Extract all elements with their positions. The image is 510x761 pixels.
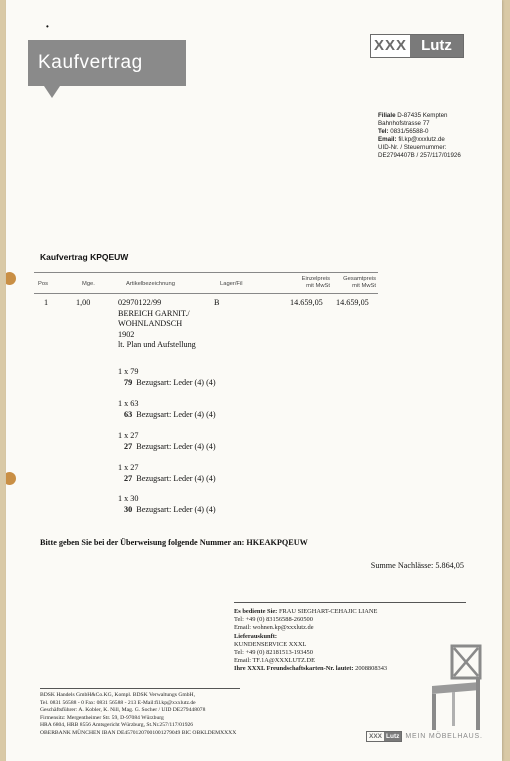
top-mark: •	[46, 22, 49, 31]
branch-tel-label: Tel:	[378, 128, 389, 135]
contact-tel: Tel: +49 (0) 83156588-260500	[234, 616, 313, 624]
document-title: Kaufvertrag KPQEUW	[40, 252, 129, 262]
sub-item-dim: 1 x 79	[118, 367, 139, 376]
service-tel: Tel: +49 (0) 82181513-193450	[234, 649, 313, 657]
header-total-price-1: Gesamtpreis	[343, 276, 376, 282]
item-desc-1: BEREICH GARNIT./	[118, 308, 190, 318]
sub-item-text: Bezugsart: Leder (4) (4)	[136, 377, 216, 387]
footer-tagline: MEIN MÖBELHAUS.	[405, 733, 483, 740]
service-name: KUNDENSERVICE XXXL	[234, 640, 307, 648]
footer-logo-box	[366, 731, 402, 742]
item-article-no: 02970122/99	[118, 298, 162, 307]
logo-left: XXX	[371, 35, 410, 57]
header-unit-price	[302, 276, 330, 289]
sub-item	[118, 494, 216, 515]
header-pos: Pos	[38, 281, 48, 287]
item-desc-3: 1902	[118, 329, 135, 339]
sub-item-text: Bezugsart: Leder (4) (4)	[136, 409, 216, 419]
sub-item	[118, 431, 216, 452]
sub-item-code: 27	[124, 441, 133, 451]
punch-hole-bottom	[6, 472, 16, 485]
sub-item	[118, 367, 216, 388]
branch-zip: D-87435 Kempten	[397, 112, 448, 119]
banner-pointer	[44, 86, 60, 98]
item-stock: B	[214, 298, 220, 307]
branch-email: fil.kp@xxxlutz.de	[398, 136, 445, 143]
header-qty: Mge.	[82, 281, 95, 287]
company-line-6: OBERBANK MÜNCHEN IBAN DE45701207001001279049 BIC OBKLDEMXXXX	[40, 729, 237, 736]
header-stock: Lager/Fil	[220, 281, 243, 287]
table-header	[34, 272, 378, 294]
sub-item-text: Bezugsart: Leder (4) (4)	[136, 473, 216, 483]
branch-tel: 0831/56588-0	[390, 128, 429, 135]
kaufvertrag-banner: Kaufvertrag	[28, 40, 186, 86]
sub-item	[118, 399, 216, 420]
branch-uid: DE2794407B / 257/117/01926	[378, 152, 461, 159]
footer-logo-right: Lutz	[386, 733, 400, 740]
company-footer	[40, 688, 240, 738]
header-total-price	[343, 276, 376, 289]
branch-street: Bahnhofstrasse 77	[378, 120, 430, 127]
item-pos: 1	[44, 298, 49, 307]
item-desc-2: WOHNLANDSCH	[118, 319, 183, 328]
branch-label: Filiale	[378, 112, 396, 119]
item-desc-4: lt. Plan und Aufstellung	[118, 340, 196, 349]
sub-item	[118, 463, 216, 484]
served-name: FRAU SIEGHART-CEHAJIC LIANE	[278, 608, 378, 615]
punch-hole-top	[6, 272, 16, 285]
sub-item-dim: 1 x 27	[118, 431, 139, 440]
company-line-1: BDSK Handels GmbH&Co.KG, Kompl. BDSK Verwaltungs GmbH,	[40, 692, 195, 698]
header-unit-price-2: mit MwSt	[306, 282, 330, 289]
sub-item-code: 30	[124, 504, 133, 514]
sub-item-dim: 1 x 63	[118, 399, 139, 408]
footer-logo-left: XXX	[369, 733, 383, 740]
sub-item-dim: 1 x 27	[118, 463, 139, 472]
sub-item-code: 63	[124, 409, 133, 419]
sub-item-dim: 1 x 30	[118, 494, 139, 503]
branch-uid-label: UID-Nr. / Steuernummer:	[378, 144, 447, 151]
chair-icon	[426, 642, 486, 732]
item-total-price: 14.659,05	[336, 298, 369, 307]
sub-item-text: Bezugsart: Leder (4) (4)	[136, 441, 216, 451]
item-qty: 1,00	[76, 298, 91, 307]
footer-logo	[366, 731, 483, 742]
header-total-price-2: mit MwSt	[352, 282, 376, 289]
company-line-2: Tel. 0831 56588 - 0 Fax: 0831 56588 - 213 E-Mail:fil.kp@xxxlutz.de	[40, 699, 196, 706]
card-label: Ihre XXXL Freundschaftskarten-Nr. lautet:	[234, 665, 354, 673]
discount-total: Summe Nachlässe: 5.864,05	[370, 561, 464, 570]
contract-document	[6, 0, 502, 761]
payment-notice: Bitte geben Sie bei der Überweisung folgende Nummer an: HKEAKPQEUW	[40, 538, 308, 547]
company-line-5: HRA 6804, HRB 8556 Amtsgericht Würzburg, St.Nr.257/117/01926	[40, 722, 194, 729]
item-description	[118, 298, 196, 351]
service-email: Email: TF.1A@XXXLUTZ.DE	[234, 657, 316, 665]
header-article: Artikelbezeichnung	[126, 281, 175, 287]
sub-item-code: 27	[124, 473, 133, 483]
company-line-4: Firmensitz: Mergentheimer Str. 59, D-97084 Würzburg	[40, 714, 164, 721]
branch-address	[378, 112, 461, 160]
sub-item-code: 79	[124, 377, 133, 387]
served-label: Es bediente Sie:	[234, 608, 278, 615]
header-unit-price-1: Einzelpreis	[301, 276, 330, 282]
company-line-3: Geschäftsführer: A. Kobler, K. Nill, Mag. G. Socher / UID DE279448078	[40, 707, 206, 714]
contact-email: Email: wohnen.kp@xxxlutz.de	[234, 624, 314, 632]
xxxlutz-logo	[370, 34, 464, 58]
item-unit-price: 14.659,05	[290, 298, 323, 307]
sub-item-text: Bezugsart: Leder (4) (4)	[136, 504, 216, 514]
branch-email-label: Email:	[378, 136, 397, 143]
delivery-label: Lieferauskunft:	[234, 632, 277, 640]
logo-right: Lutz	[410, 35, 463, 57]
card-number: 2008808343	[355, 665, 388, 673]
